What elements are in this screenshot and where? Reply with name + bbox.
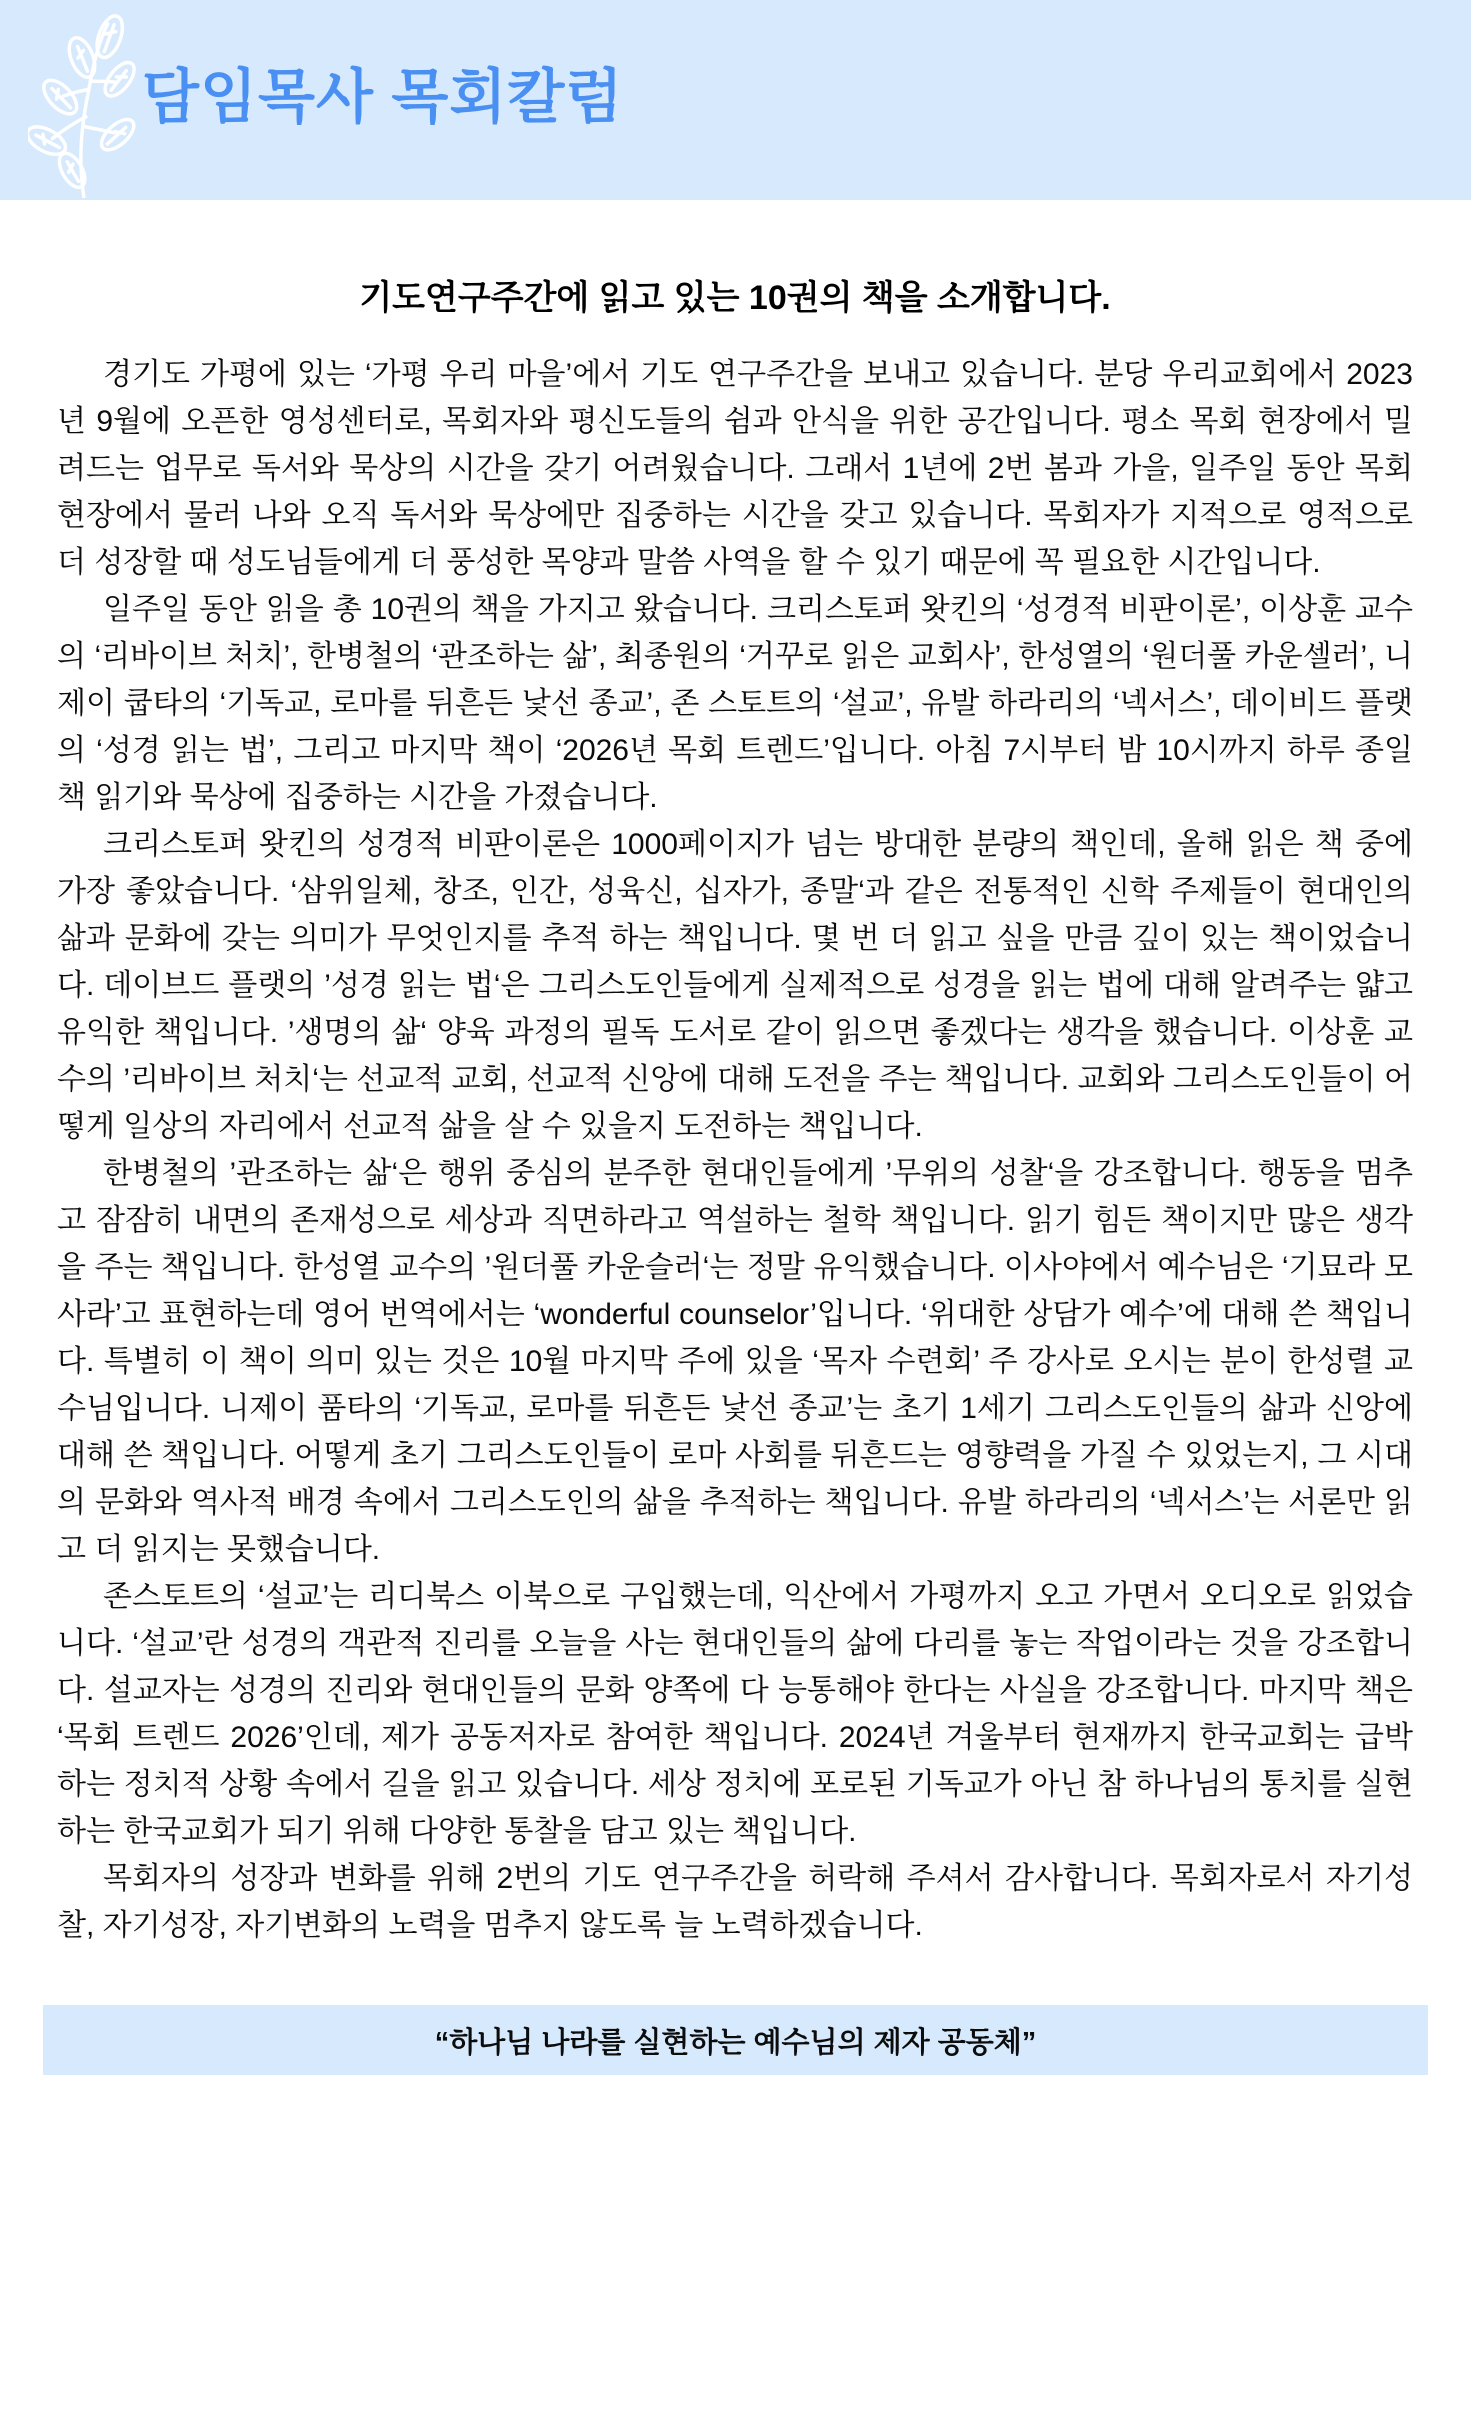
column-header-title: 담임목사 목회칼럼 — [142, 63, 624, 130]
article-paragraph-5: 존스토트의 ‘설교’는 리디북스 이북으로 구입했는데, 익산에서 가평까지 오고 가면서 오디오로 읽었습니다. ‘설교’란 성경의 객관적 진리를 오늘을 사는 현대인들의 삶에 다리를 놓는 작업이라는 것을 강조합니다. 설교자는 성경의 진리와 현대인들의 문화 양쪽에 다 능통해야 한다는 사실을 강조합니다. 마지막 책은 ‘목회 트렌드 2026’인데, 제가 공동저자로 참여한 책입니다. 2024년 겨울부터 현재까지 한국교회는 급박하는 정치적 상황 속에서 길을 읽고 있습니다. 세상 정치에 포로된 기독교가 아닌 참 하나님의 통치를 실현하는 한국교회가 되기 위해 다양한 통찰을 담고 있는 책입니다. — [57, 1580, 1413, 1848]
pastoral-column-article — [0, 270, 1471, 1949]
article-paragraph-6: 목회자의 성장과 변화를 위해 2번의 기도 연구주간을 허락해 주셔서 감사합니다. 목회자로서 자기성찰, 자기성장, 자기변화의 노력을 멈추지 않도록 늘 노력하겠습니다. — [57, 1862, 1413, 1942]
article-paragraph-4: 한병철의 ’관조하는 삶‘은 행위 중심의 분주한 현대인들에게 ’무위의 성찰‘을 강조합니다. 행동을 멈추고 잠잠히 내면의 존재성으로 세상과 직면하라고 역설하는 철학 책입니다. 읽기 힘든 책이지만 많은 생각을 주는 책입니다. 한성열 교수의 ’원더풀 카운슬러‘는 정말 유익했습니다. 이사야에서 예수님은 ‘기묘라 모사라’고 표현하는데 영어 번역에서는 ‘wonderful counselor’입니다. ‘위대한 상담가 예수’에 대해 쓴 책입니다. 특별히 이 책이 의미 있는 것은 10월 마지막 주에 있을 ‘목자 수련회’ 주 강사로 오시는 분이 한성렬 교수님입니다. 니제이 품타의 ‘기독교, 로마를 뒤흔든 낯선 종교’는 초기 1세기 그리스도인들의 삶과 신앙에 대해 쓴 책입니다. 어떻게 초기 그리스도인들이 로마 사회를 뒤흔드는 영향력을 가질 수 있었는지, 그 시대의 문화와 역사적 배경 속에서 그리스도인의 삶을 추적하는 책입니다. 유발 하라리의 ‘넥서스’는 서론만 읽고 더 읽지는 못했습니다. — [57, 1157, 1413, 1566]
article-paragraph-2: 일주일 동안 읽을 총 10권의 책을 가지고 왔습니다. 크리스토퍼 왓킨의 ‘성경적 비판이론’, 이상훈 교수의 ‘리바이브 처치’, 한병철의 ‘관조하는 삶’, 최종원의 ‘거꾸로 읽은 교회사’, 한성열의 ‘원더풀 카운셀러’, 니제이 쿱타의 ‘기독교, 로마를 뒤흔든 낯선 종교’, 존 스토트의 ‘설교’, 유발 하라리의 ‘넥서스’, 데이비드 플랫의 ‘성경 읽는 법’, 그리고 마지막 책이 ‘2026년 목회 트렌드’입니다. 아침 7시부터 밤 10시까지 하루 종일 책 읽기와 묵상에 집중하는 시간을 가졌습니다. — [57, 593, 1413, 814]
column-header — [0, 0, 1471, 200]
article-paragraph-1: 경기도 가평에 있는 ‘가평 우리 마을’에서 기도 연구주간을 보내고 있습니다. 분당 우리교회에서 2023년 9월에 오픈한 영성센터로, 목회자와 평신도들의 쉼과 안식을 위한 공간입니다. 평소 목회 현장에서 밀려드는 업무로 독서와 묵상의 시간을 갖기 어려웠습니다. 그래서 1년에 2번 봄과 가을, 일주일 동안 목회 현장에서 물러 나와 오직 독서와 묵상에만 집중하는 시간을 갖고 있습니다. 목회자가 지적으로 영적으로 더 성장할 때 성도님들에게 더 풍성한 목양과 말씀 사역을 할 수 있기 때문에 꼭 필요한 시간입니다. — [57, 358, 1413, 579]
article-paragraph-3: 크리스토퍼 왓킨의 성경적 비판이론은 1000페이지가 넘는 방대한 분량의 책인데, 올해 읽은 책 중에 가장 좋았습니다. ‘삼위일체, 창조, 인간, 성육신, 십자가, 종말‘과 같은 전통적인 신학 주제들이 현대인의 삶과 문화에 갖는 의미가 무엇인지를 추적 하는 책입니다. 몇 번 더 읽고 싶을 만큼 깊이 있는 책이었습니다. 데이브드 플랫의 ’성경 읽는 법‘은 그리스도인들에게 실제적으로 성경을 읽는 법에 대해 알려주는 얇고 유익한 책입니다. ’생명의 삶‘ 양육 과정의 필독 도서로 같이 읽으면 좋겠다는 생각을 했습니다. 이상훈 교수의 ’리바이브 처치‘는 선교적 교회, 선교적 신앙에 대해 도전을 주는 책입니다. 교회와 그리스도인들이 어떻게 일상의 자리에서 선교적 삶을 살 수 있을지 도전하는 책입니다. — [57, 828, 1413, 1143]
footer-motto: “하나님 나라를 실현하는 예수님의 제자 공동체” — [434, 2026, 1037, 2059]
article-title: 기도연구주간에 읽고 있는 10권의 책을 소개합니다. — [359, 279, 1111, 317]
leaf-branch-icon — [28, 10, 138, 198]
footer-banner — [43, 2005, 1428, 2075]
